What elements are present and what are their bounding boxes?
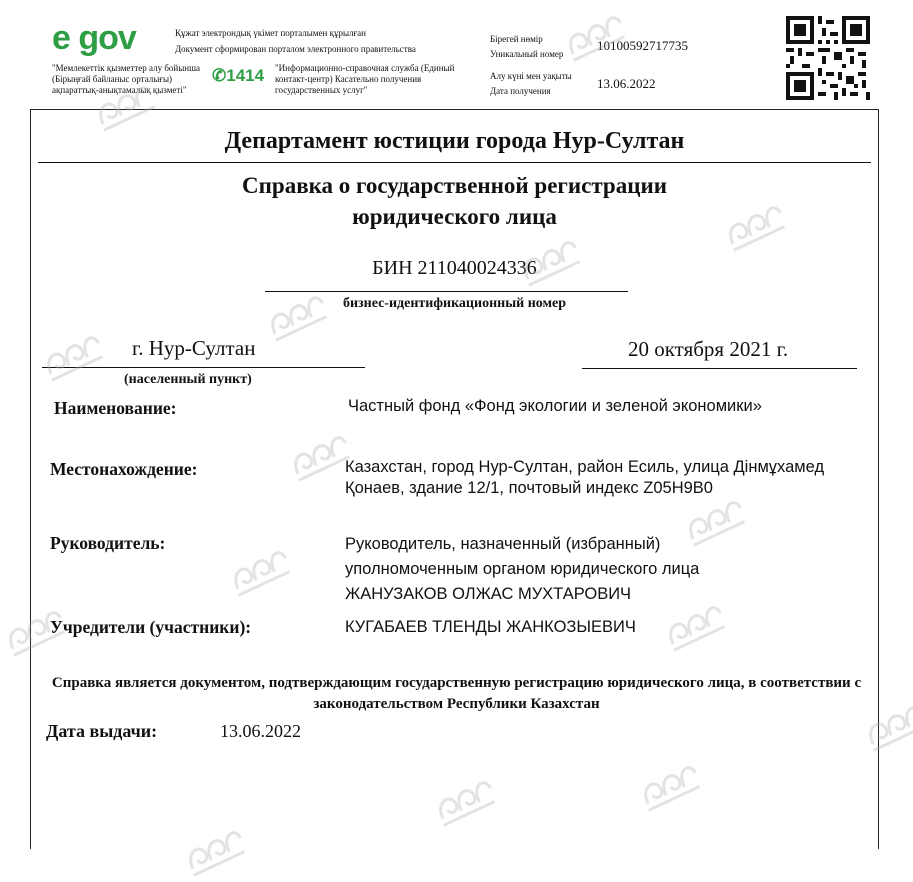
founders-value: КУГАБАЕВ ТЛЕНДЫ ЖАНКОЗЫЕВИЧ	[345, 618, 636, 636]
qr-code-icon	[786, 16, 870, 100]
watermark-ornament-icon	[553, 0, 630, 67]
head-value-line1: Руководитель, назначенный (избранный)	[345, 535, 661, 553]
date-label-ru: Дата получения	[490, 86, 551, 96]
head-label: Руководитель:	[50, 533, 166, 553]
issue-date-label: Дата выдачи:	[46, 721, 158, 741]
unique-number: 10100592717735	[597, 38, 688, 53]
city-value: г. Нур-Султан	[132, 336, 256, 360]
service-text-kz: "Мемлекеттік қызметтер алу бойынша (Бірыңғай байланыс орталығы) ақпараттық-анықтамалық қызметі"	[52, 63, 201, 95]
date-underline	[582, 368, 857, 369]
date-label-kz: Алу күні мен уақыты	[490, 71, 572, 81]
location-label: Местонахождение:	[50, 459, 198, 479]
location-value: Казахстан, город Нур-Султан, район Есиль, улица Дінмұхамед Қонаев, здание 12/1, почтовый индекс Z05H9B0	[345, 458, 825, 497]
registration-date: 20 октября 2021 г.	[628, 337, 789, 361]
contact-phone: ✆1414	[212, 66, 265, 85]
bin-number: БИН 211040024336	[372, 257, 537, 279]
portal-text-kz: Құжат электрондық үкімет порталымен құрылған	[175, 28, 366, 38]
head-value-line2: уполномоченным органом юридического лица	[345, 560, 700, 578]
legal-note: Справка является документом, подтверждающим государственную регистрацию юридического лица, в соответствии с законодательством Республики Казахстан	[51, 675, 862, 712]
city-caption: (населенный пункт)	[124, 372, 252, 387]
phone-icon: ✆	[212, 66, 227, 85]
unique-label-ru: Уникальный номер	[490, 49, 564, 59]
founders-label: Учредители (участники):	[50, 617, 252, 637]
issue-date-value: 13.06.2022	[220, 721, 301, 741]
name-value: Частный фонд «Фонд экологии и зеленой экономики»	[348, 397, 762, 415]
head-value	[345, 532, 845, 607]
name-label: Наименование:	[54, 398, 177, 418]
department-title: Департамент юстиции города Нур-Султан	[224, 128, 685, 154]
certificate-title-line2: юридического лица	[352, 204, 557, 229]
bin-caption: бизнес-идентификационный номер	[342, 296, 567, 311]
unique-label-kz: Бірегей нөмір	[490, 34, 543, 44]
service-text-ru: "Информационно-справочная служба (Единый контакт-центр) Касательно получения государственных услуг"	[275, 63, 455, 95]
egov-logo: e gov	[52, 19, 136, 57]
certificate-title-line1: Справка о государственной регистрации	[242, 173, 667, 198]
department-underline	[38, 162, 871, 163]
portal-text-ru: Документ сформирован порталом электронного правительства	[175, 44, 416, 54]
head-value-line3: ЖАНУЗАКОВ ОЛЖАС МУХТАРОВИЧ	[345, 585, 632, 603]
receipt-date: 13.06.2022	[597, 76, 656, 91]
